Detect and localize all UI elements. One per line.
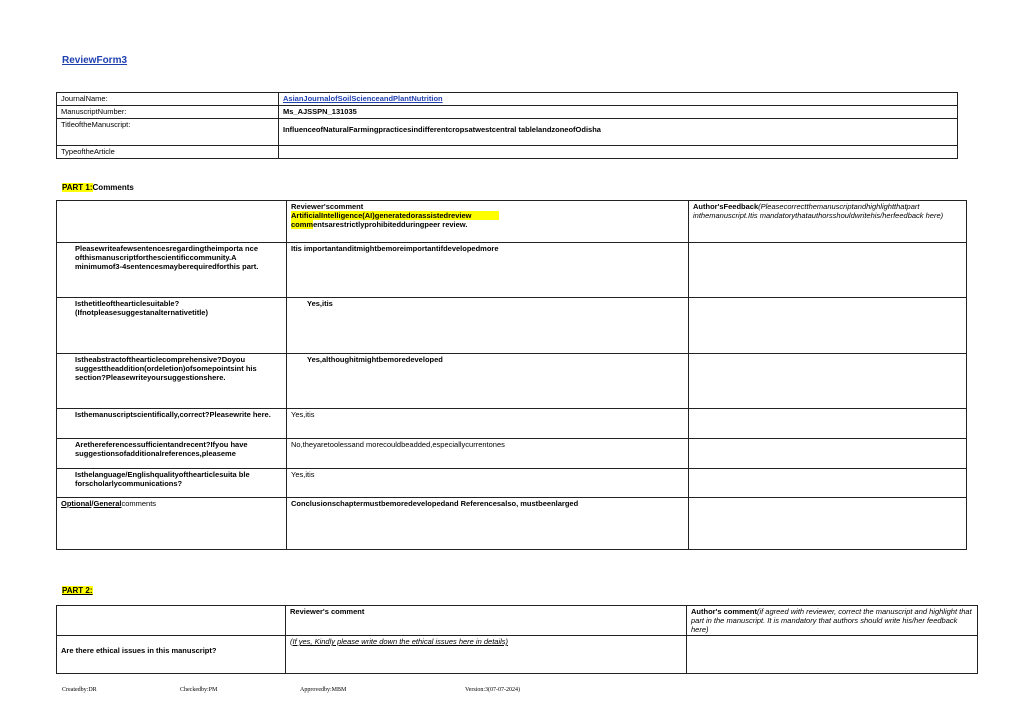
part1-label: PART 1:: [62, 183, 93, 192]
journal-link[interactable]: AsianJournalofSoilScienceandPlantNutrition: [283, 94, 443, 103]
table-row: [57, 469, 967, 498]
author-feedback-abstract[interactable]: [689, 354, 967, 409]
comment-importance[interactable]: Itis importantanditmightbemoreimportantifdevelopedmore: [287, 243, 689, 298]
journal-label: JournalName:: [57, 93, 279, 106]
table-row: [57, 498, 967, 550]
manuscript-info-table: [56, 92, 958, 159]
footer-checked: Checkedby:PM: [180, 687, 218, 693]
table-row: [57, 409, 967, 439]
ethics-question: Are there ethical issues in this manuscript?: [57, 636, 286, 674]
ai-warning-highlight: comm: [291, 220, 314, 229]
comment-scientific[interactable]: Yes,itis: [287, 409, 689, 439]
table-row: [57, 439, 967, 469]
table-row: [57, 354, 967, 409]
part2-table: [56, 605, 978, 674]
optional-comments-label: [57, 498, 287, 550]
table-row: [57, 243, 967, 298]
author-feedback-title-row[interactable]: [689, 298, 967, 354]
comment-references[interactable]: No,theyaretoolessand morecouldbeadded,especiallycurrentones: [287, 439, 689, 469]
ethics-hint: (If yes, Kindly please write down the ethical issues here in details): [290, 637, 509, 646]
question-references: Arethereferencessufficientandrecent?Ifyou have suggestionsofadditionalreferences,pleaseme: [57, 439, 287, 469]
optional-separator: /: [91, 499, 94, 508]
part1-heading: [62, 183, 134, 192]
ethics-author-cell[interactable]: [687, 636, 978, 674]
optional-comment-value[interactable]: Conclusionschaptermustbemoredevelopedand Referencesalso, mustbeenlarged: [287, 498, 689, 550]
table-row: [57, 636, 978, 674]
footer-created: Createdby:DR: [62, 687, 97, 693]
question-language: Isthelanguage/Englishqualityofthearticlesuita ble forscholarlycommunications?: [57, 469, 287, 498]
article-type-label: TypeoftheArticle: [57, 146, 279, 159]
part2-author-header: [687, 606, 978, 636]
part2-heading: [62, 586, 93, 595]
header-empty-cell: [57, 201, 287, 243]
part2-label: PART 2:: [62, 586, 93, 595]
form-title[interactable]: ReviewForm3: [62, 55, 128, 66]
question-title: Isthetitleofthearticlesuitable? (Ifnotpleasesuggestanalternativetitle): [57, 298, 287, 354]
manuscript-number-value: Ms_AJSSPN_131035: [279, 106, 958, 119]
ethics-comment-cell[interactable]: [286, 636, 687, 674]
reviewer-comment-title: Reviewer'scomment: [291, 202, 364, 211]
part2-author-title: Author's comment: [691, 607, 757, 616]
ai-warning-line2: entsarestrictlyprohibitedduringpeer review.: [313, 220, 468, 229]
manuscript-title-label: TitleoftheManuscript:: [57, 119, 279, 146]
author-feedback-instructions: (Pleasecorrectthemanuscriptandhighlightthatpart inthemanuscript.Itis mandatorythatauthorsshouldwritehis/herfeedback here): [693, 202, 944, 220]
reviewer-comment-header: [287, 201, 689, 243]
author-feedback-importance[interactable]: [689, 243, 967, 298]
part1-table: [56, 200, 967, 550]
question-abstract: Istheabstractofthearticlecomprehensive?Doyou suggesttheaddition(ordeletion)ofsomepointsint his section?Pleasewriteyoursuggestionshere.: [57, 354, 287, 409]
general-label: General: [93, 499, 122, 508]
question-importance: Pleasewriteafewsentencesregardingtheimporta nce ofthismanuscriptforthescientificcommunity.A minimumof3-4sentencesmayberequiredforthis part.: [57, 243, 287, 298]
ai-warning-line1: ArtificialIntelligence(AI)generatedorassistedreview: [291, 211, 499, 220]
comment-title[interactable]: Yes,itis: [287, 298, 689, 354]
comment-language[interactable]: Yes,itis: [287, 469, 689, 498]
footer-approved: Approvedby:MBM: [300, 687, 347, 693]
optional-label: Optional: [61, 499, 92, 508]
part2-reviewer-header: Reviewer's comment: [286, 606, 687, 636]
manuscript-number-label: ManuscriptNumber:: [57, 106, 279, 119]
author-feedback-optional[interactable]: [689, 498, 967, 550]
comment-abstract[interactable]: Yes,althoughitmightbemoredeveloped: [287, 354, 689, 409]
comments-label: comments: [121, 499, 157, 508]
part2-author-instructions: (if agreed with reviewer, correct the manuscript and highlight that part in the manuscript. It is mandatory that authors should write his/her feedback here): [691, 607, 972, 634]
footer-version: Version:3(07-07-2024): [465, 687, 520, 693]
question-scientific: Isthemanuscriptscientifically,correct?Pleasewrite here.: [57, 409, 287, 439]
table-row: [57, 298, 967, 354]
article-type-value: [279, 146, 958, 159]
author-feedback-references[interactable]: [689, 439, 967, 469]
author-feedback-header: [689, 201, 967, 243]
part2-header-empty: [57, 606, 286, 636]
part1-comments-label: Comments: [92, 183, 134, 192]
author-feedback-title: Author'sFeedback: [693, 202, 759, 211]
author-feedback-scientific[interactable]: [689, 409, 967, 439]
author-feedback-language[interactable]: [689, 469, 967, 498]
manuscript-title-value: InfluenceofNaturalFarmingpracticesindifferentcropsatwestcentral tablelandzoneofOdisha: [279, 119, 958, 146]
